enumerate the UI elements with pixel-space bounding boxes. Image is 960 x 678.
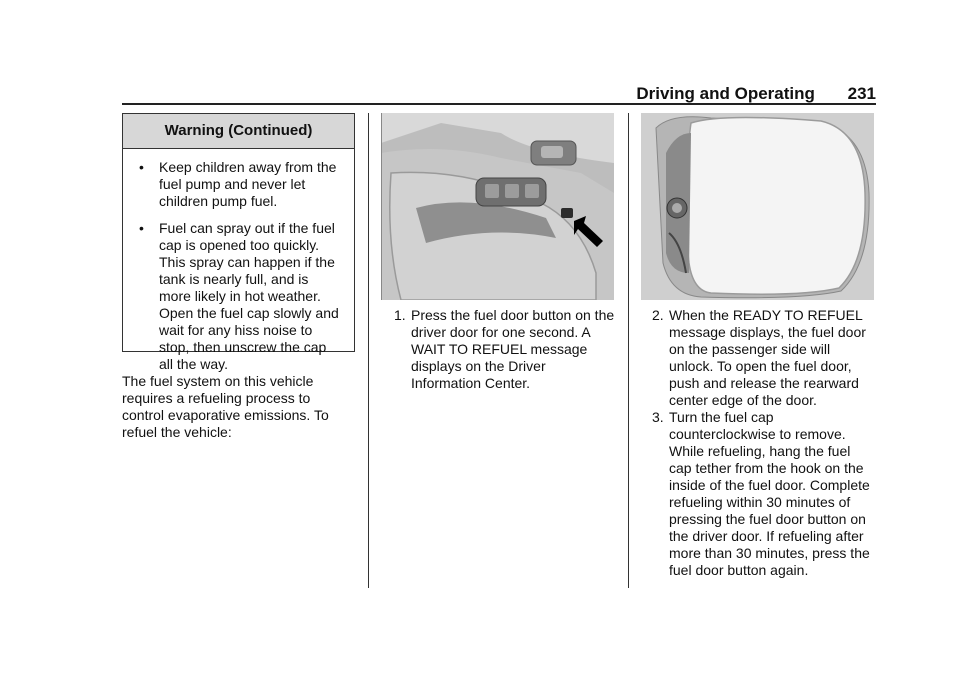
step-1 — [394, 307, 616, 392]
driver-door-illustration — [381, 113, 614, 300]
warning-list — [123, 149, 354, 373]
warning-box — [122, 113, 355, 372]
column-divider-2 — [628, 113, 629, 588]
warning-item-text: Fuel can spray out if the fuel cap is opened too quickly. This spray can happen if the tank is nearly full, and is more likely in hot weather. Open the fuel cap slowly and wait for any hiss noise to stop, then unscrew the cap all the way. — [159, 220, 339, 372]
warning-title: Warning (Continued) — [123, 114, 354, 149]
page-header — [122, 84, 876, 104]
intro-paragraph: The fuel system on this vehicle requires a refueling process to control evaporative emissions. To refuel the vehicle: — [122, 373, 329, 440]
step-2 — [652, 307, 874, 409]
bullet-icon: • — [139, 159, 144, 175]
warning-item — [139, 220, 344, 373]
header-rule — [122, 103, 876, 105]
step-3 — [652, 409, 874, 579]
section-title: Driving and Operating — [636, 84, 815, 103]
step-text: When the READY TO REFUEL message displays, the fuel door on the passenger side will unlock. To open the fuel door, push and release the rearward center edge of the door. — [669, 307, 866, 408]
warning-item-text: Keep children away from the fuel pump and never let children pump fuel. — [159, 159, 337, 209]
step-number: 2. — [652, 307, 664, 323]
bullet-icon: • — [139, 220, 144, 236]
warning-item — [139, 159, 344, 210]
column-divider-1 — [368, 113, 369, 588]
step-text: Press the fuel door button on the driver door for one second. A WAIT TO REFUEL message displays on the Driver Information Center. — [411, 307, 615, 391]
step-number: 3. — [652, 409, 664, 425]
page-number: 231 — [847, 84, 876, 103]
step-text: Turn the fuel cap counterclockwise to remove. While refueling, hang the fuel cap tether from the hook on the inside of the fuel door. Complete refueling within 30 minutes of pressing the fuel door button on the driver door. If refueling after more than 30 minutes, press the fuel door button again. — [669, 409, 870, 578]
fuel-door-illustration — [641, 113, 874, 300]
step-number: 1. — [394, 307, 406, 323]
